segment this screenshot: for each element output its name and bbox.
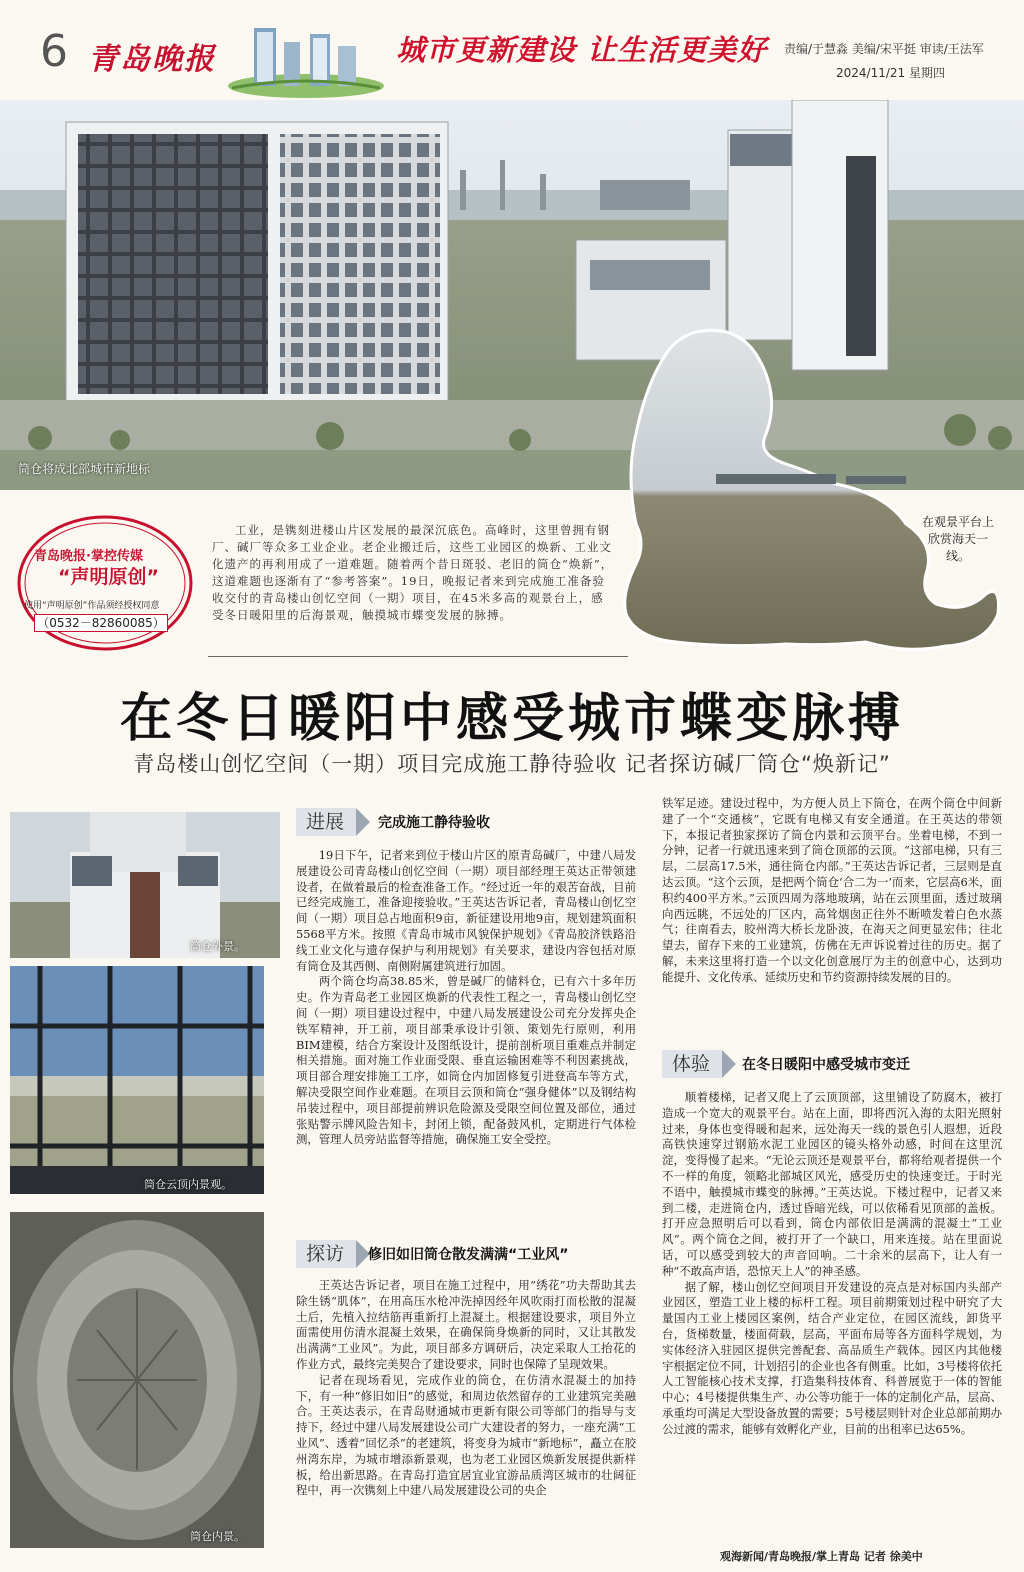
section-explore-body	[296, 1278, 636, 1499]
stamp-line-2: “声明原创”	[58, 566, 159, 588]
byline: 观海新闻/青岛晚报/掌上青岛 记者 徐美中	[720, 1550, 923, 1563]
page-number: 6	[40, 26, 68, 77]
photo2-caption: 筒仓云顶内景观。	[144, 1178, 232, 1191]
photo-cloud-top-view	[10, 966, 264, 1194]
paragraph: 据了解，楼山创忆空间项目开发建设的亮点是对标国内头部产业园区，塑造工业上楼的标杆工程。项目前期策划过程中研究了大量国内工业上楼园区案例，结合产业定位，在园区流线，卸货平台，货梯数量，楼面荷载，层高，平面布局等各方面科学规划，为实体经济入驻园区提供完善配套、高品质生产载体。园区内其他楼宇根据定位不同，计划招引的企业也各有侧重。比如，3号楼将依托人工智能核心技术支撑，打造集科技体育、科普展览于一体的智能中心；4号楼提供集生产、办公等功能于一体的定制化产品，层高、承重均可满足大型设备放置的需要；5号楼层则针对企业总部前期办公过渡的需求，能够有效孵化产业，目前的出租率已达65%。	[662, 1279, 1002, 1436]
section-progress-title: 完成施工静待验收	[378, 815, 490, 831]
masthead-buildings-illustration	[226, 16, 386, 100]
paragraph: 19日下午，记者来到位于楼山片区的原青岛碱厂，中建八局发展建设公司青岛楼山创忆空间（一期）项目部经理王英达正带领建设者，在做着最后的检查准备工作。“经过近一年的艰苦奋战，目前已经完成施工，准备迎接验收。”王英达告诉记者，青岛楼山创忆空间（一期）项目总占地面积9亩，新征建设用地9亩，规划建筑面积5568平方米。按照《青岛市城市风貌保护规划》《青岛胶济铁路沿线工业文化与遗存保护与利用规划》有关要求，建设内容包括对原有筒仓及其西侧、南侧附属建筑进行加固。	[296, 848, 636, 973]
section-explore-tag: 探访	[296, 1240, 356, 1268]
photo3-caption: 筒仓内景。	[190, 1530, 245, 1543]
editors-line: 责编/于慧淼 美编/宋平挺 审读/王法军	[784, 42, 984, 56]
section-experience-header	[662, 1050, 1002, 1080]
paragraph: 王英达告诉记者，项目在施工过程中，用“绣花”功夫帮助其去除生锈“肌体”，在用高压水枪冲洗掉因经年风吹雨打而松散的混凝土后，先植入拉结筋再重新打上混凝土。根据建设要求，项目外立面需使用仿清水混凝土效果，在确保筒身焕新的同时，又让其散发出满满“工业风”。为此，项目部多方调研后，决定采取人工抬花的作业方式，最终完美契合了建设要求，同时也保障了呈现效果。	[296, 1278, 636, 1371]
section-explore-header	[296, 1240, 636, 1270]
section-explore-continued	[662, 796, 1002, 986]
subheadline: 青岛楼山创忆空间（一期）项目完成施工静待验收 记者探访碱厂筒仓“焕新记”	[133, 752, 891, 776]
paragraph: 记者在现场看见，完成作业的筒仓，在仿清水混凝土的加持下，有一种“修旧如旧”的感觉，和周边依然留存的工业建筑完美融合。王英达表示，在青岛财通城市更新有限公司等部门的指导与支持下，经过中建八局发展建设公司广大建设者的努力，一座充满“工业风”、透着“回忆杀”的老建筑，将变身为城市“新地标”，矗立在胶州湾东岸，为城市增添新景观，也为老工业园区焕新发展提供新样板，给出新思路。在青岛打造宜居宜业宜游品质湾区城市的壮阔征程中，再一次镌刻上中建八局发展建设公司的央企	[296, 1372, 636, 1498]
headline: 在冬日暖阳中感受城市蝶变脉搏	[119, 689, 904, 749]
section-explore-title: 修旧如旧筒仓散发满满“工业风”	[368, 1247, 569, 1263]
dateline: 2024/11/21 星期四	[836, 66, 945, 80]
section-experience-body	[662, 1090, 1002, 1438]
stamp-phone: （0532－82860085）	[34, 614, 168, 632]
photo-silo-exterior	[10, 812, 280, 958]
photo-silo-interior	[10, 1212, 264, 1548]
paragraph: 顺着楼梯，记者又爬上了云顶顶部，这里铺设了防腐木，被打造成一个宽大的观景平台。站在上面，即将西沉入海的太阳光照射过来，身体也变得暖和起来，远处海天一线的景色引人遐想，近段高铁快速穿过钢筋水泥工业园区的镜头格外动感，时间在这里沉淀，变得慢了起来。“无论云顶还是观景平台，都将给观者提供一个不一样的角度，领略北部城区风光，感受历史的快速变迁。于时光不语中，触摸城市蝶变的脉搏。”王英达说。下楼过程中，记者又来到二楼，走进筒仓内，透过昏暗光线，可以依稀看见顶部的盖板。打开应急照明后可以看到，筒仓内部依旧是满满的混凝土“工业风”。两个筒仓之间，被打开了一个缺口，用来连接。站在里面说话，可以感受到较大的声音回响。二十余米的层高下，让人有一种“不敢高声语，恐惊天上人”的神圣感。	[662, 1090, 1002, 1278]
paragraph: 两个筒仓均高38.85米，曾是碱厂的储料仓，已有六十多年历史。作为青岛老工业园区焕新的代表性工程之一，青岛楼山创忆空间（一期）项目建设过程中，中建八局发展建设公司充分发挥央企铁军精神，开工前，项目部秉承设计引领、策划先行原则，利用BIM建模，结合方案设计及图纸设计，提前剖析项目重难点并制定相关措施。面对施工作业面受限、垂直运输困难等不利因素挑战，项目部合理安排施工工序，如筒仓内加固修复引进登高车等方式，解决受限空间作业难题。在项目云顶和筒仓“强身健体”以及钢结构吊装过程中，项目部提前辨识危险源及受限空间位置及部位，通过张贴警示牌风险告知卡，封闭上锁，配备鼓风机，定期进行气体检测，管理人员旁站监督等措施，确保施工安全受控。	[296, 974, 636, 1147]
stamp-line-3: 使用“声明原创”作品须经授权同意	[24, 601, 160, 611]
section-progress-header	[296, 808, 636, 838]
stamp-line-1: 青岛晚报·掌控传媒	[34, 549, 143, 564]
paragraph: 铁军足迹。建设过程中，为方便人员上下筒仓，在两个筒仓中间新建了一个“交通核”，它既有电梯又有安全通道。在王英达的带领下，本报记者独家探访了筒仓内景和云顶平台。坐着电梯，不到一分钟，记者一行就迅速来到了筒仓顶部的云顶。“这部电梯，只有三层，二层高17.5米，通往筒仓内部。”王英达告诉记者，三层则是直达云顶。“这个云顶，是把两个筒仓‘合二为一’而来，它层高6米，面积约400平方米。”云顶四周为落地玻璃，站在云顶里面，透过玻璃向西远眺，不远处的厂区内，高耸烟囱正往外不断喷发着白色水蒸气；往南看去，胶州湾大桥长龙卧波，在海天之间更显宏伟；往北望去，留存下来的工业建筑，仿佛在无声诉说着过往的历史。据了解，未来这里将打造一个以文化创意展厅为主的创意中心，达到功能提升、文化传承、延续历史和节约资源持续发展的目的。	[662, 796, 1002, 984]
section-experience-title: 在冬日暖阳中感受城市变迁	[742, 1057, 910, 1073]
lead-paragraph: 工业，是镌刻进楼山片区发展的最深沉底色。高峰时，这里曾拥有钢厂、碱厂等众多工业企业。老企业搬迁后，这些工业园区的焕新、工业文化遗产的再利用成了一道难题。随着两个昔日斑驳、老旧的筒仓“焕新”，这道难题也逐渐有了“参考答案”。19日，晚报记者来到完成施工准备验收交付的青岛楼山创忆空间（一期）项目，在45米多高的观景台上，感受冬日暖阳里的后海景观，触摸城市蝶变发展的脉搏。	[212, 523, 614, 622]
butterfly-photo-cutout	[606, 324, 1024, 660]
section-experience-tag: 体验	[662, 1050, 722, 1078]
slogan: 城市更新建设 让生活更美好	[396, 33, 768, 67]
photo1-caption: 筒仓外景。	[190, 940, 245, 953]
butterfly-caption: 在观景平台上欣赏海天一线。	[921, 515, 994, 563]
section-progress-body	[296, 848, 636, 1148]
paper-name-logo: 青岛晚报	[88, 42, 216, 77]
lead-divider	[208, 656, 628, 657]
hero-caption: 筒仓将成北部城市新地标	[18, 462, 151, 476]
section-progress-tag: 进展	[296, 808, 356, 836]
